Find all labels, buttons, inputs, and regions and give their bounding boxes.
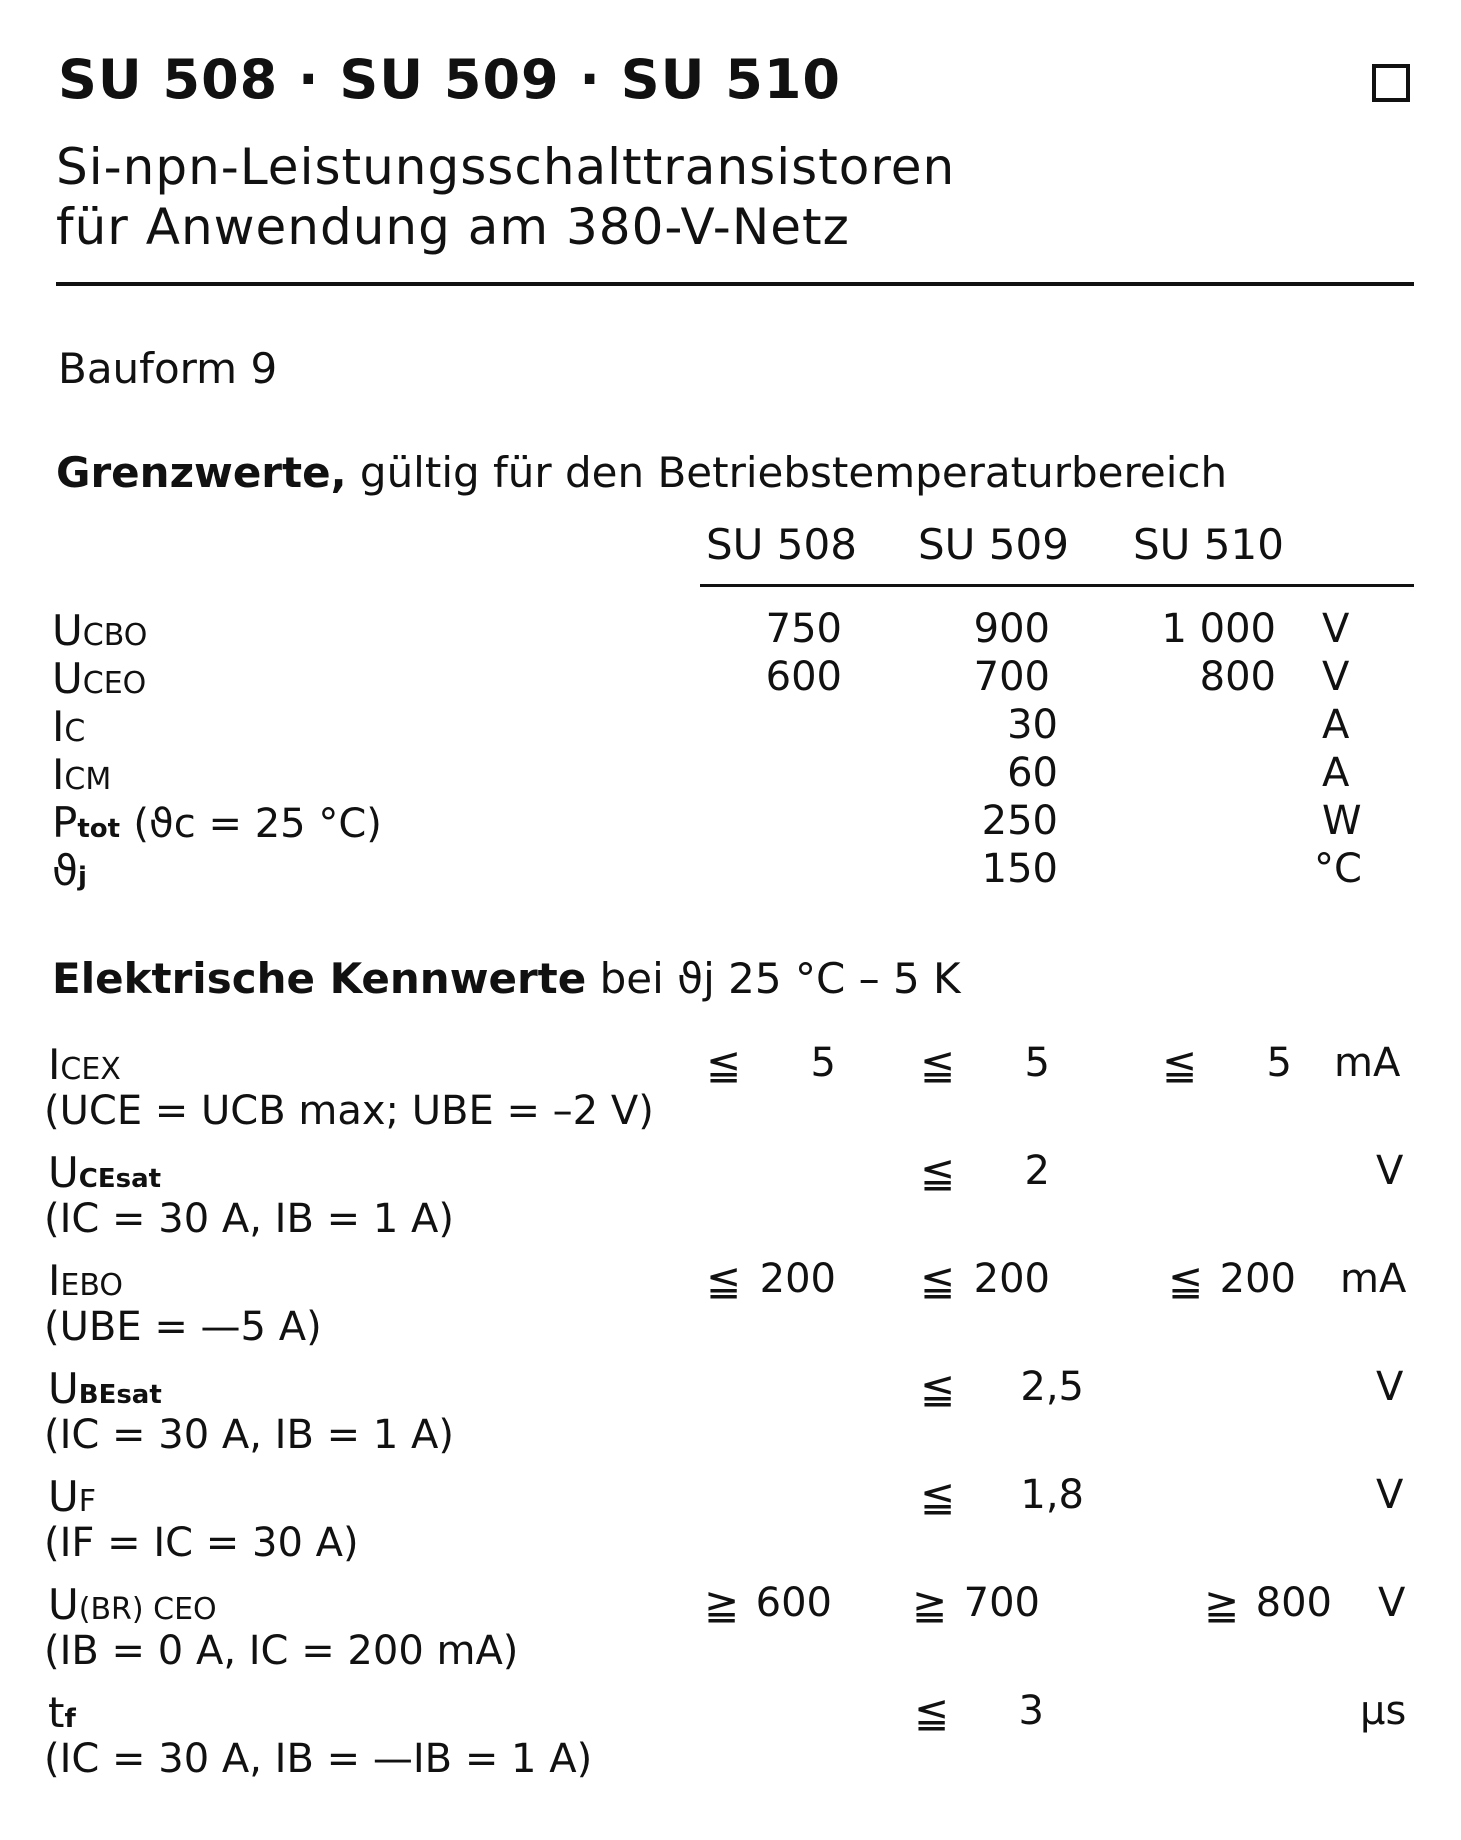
electrical-heading-bold: Elektrische Kennwerte <box>52 954 587 1003</box>
electrical-heading-rest: bei ϑj 25 °C – 5 K <box>599 954 961 1003</box>
param-symbol-main: U <box>48 1364 79 1413</box>
param-symbol-sub: F <box>78 1484 97 1519</box>
column-header-rule <box>700 584 1414 587</box>
limit-value-su510: 800 <box>1199 654 1276 700</box>
limit-symbol-main: P <box>52 798 78 847</box>
param-value-su509: 3 <box>1018 1688 1044 1734</box>
param-unit: μs <box>1360 1688 1407 1734</box>
param-value-su509: 700 <box>963 1580 1040 1626</box>
param-unit: V <box>1376 1472 1404 1518</box>
limit-condition: (ϑc = 25 °C) <box>133 801 382 847</box>
param-symbol-ubesat <box>48 1364 162 1413</box>
param-value-su510: 800 <box>1255 1580 1332 1626</box>
param-value-su509: 5 <box>1024 1040 1050 1086</box>
limit-symbol-main: I <box>52 702 65 751</box>
limits-heading <box>56 448 1227 497</box>
param-value-su510: 5 <box>1266 1040 1292 1086</box>
relation-su508: ≦ <box>706 1256 742 1305</box>
relation-su509: ≧ <box>912 1580 948 1629</box>
relation-su509: ≦ <box>914 1688 950 1737</box>
param-value-su509: 2,5 <box>1020 1364 1084 1410</box>
limit-symbol-sub: CM <box>64 762 112 797</box>
package-label: Bauform 9 <box>58 344 278 393</box>
param-value-su509: 1,8 <box>1020 1472 1084 1518</box>
param-value-su510: 200 <box>1219 1256 1296 1302</box>
param-value-su508: 600 <box>755 1580 832 1626</box>
param-symbol-main: U <box>48 1148 79 1197</box>
header-rule <box>56 282 1414 286</box>
param-symbol-sub: BEsat <box>78 1380 162 1410</box>
param-symbol-main: U <box>48 1472 79 1521</box>
checkbox-icon[interactable] <box>1372 64 1410 102</box>
param-symbol-ubr-ceo <box>48 1580 217 1629</box>
limit-symbol-ic <box>52 702 85 751</box>
param-unit: V <box>1378 1580 1406 1626</box>
column-header-su510: SU 510 <box>1133 520 1284 569</box>
limit-symbol-main: I <box>52 750 65 799</box>
relation-su509: ≦ <box>920 1472 956 1521</box>
param-value-su509: 200 <box>973 1256 1050 1302</box>
relation-su508: ≧ <box>704 1580 740 1629</box>
subtitle-line-2: für Anwendung am 380-V-Netz <box>56 198 850 256</box>
param-condition: (UCE = UCB max; UBE = –2 V) <box>44 1088 654 1134</box>
column-header-su509: SU 509 <box>918 520 1069 569</box>
relation-su509: ≦ <box>920 1256 956 1305</box>
param-symbol-iebo <box>48 1256 123 1305</box>
limits-heading-rest: gültig für den Betriebstemperaturbereich <box>359 448 1228 497</box>
limit-symbol-uceo <box>52 654 146 703</box>
limit-unit: W <box>1322 798 1362 844</box>
param-unit: V <box>1376 1148 1404 1194</box>
param-symbol-sub: (BR) CEO <box>78 1592 217 1627</box>
limit-symbol-theta-j <box>52 846 87 895</box>
param-unit: mA <box>1340 1256 1407 1302</box>
limit-symbol-icm <box>52 750 111 799</box>
limit-value-su509: 700 <box>973 654 1050 700</box>
param-value-su508: 200 <box>759 1256 836 1302</box>
limit-value-su509: 150 <box>981 846 1058 892</box>
relation-su509: ≦ <box>920 1364 956 1413</box>
param-symbol-sub: f <box>64 1704 76 1734</box>
param-symbol-main: t <box>48 1688 65 1737</box>
relation-su510: ≦ <box>1162 1040 1198 1089</box>
limit-unit: °C <box>1314 846 1362 892</box>
param-symbol-sub: CEsat <box>78 1164 162 1194</box>
param-symbol-icex <box>48 1040 121 1089</box>
limit-value-su508: 600 <box>765 654 842 700</box>
subtitle-line-1: Si-npn-Leistungsschalttransistoren <box>56 138 956 196</box>
param-symbol-uf <box>48 1472 96 1521</box>
param-symbol-main: U <box>48 1580 79 1629</box>
limit-symbol-main: U <box>52 654 83 703</box>
param-unit: mA <box>1334 1040 1401 1086</box>
param-symbol-main: I <box>48 1256 61 1305</box>
relation-su509: ≦ <box>920 1148 956 1197</box>
relation-su509: ≦ <box>920 1040 956 1089</box>
param-symbol-sub: CEX <box>60 1052 121 1087</box>
relation-su510: ≦ <box>1168 1256 1204 1305</box>
limit-symbol-sub: C <box>64 714 86 749</box>
param-symbol-sub: EBO <box>60 1268 124 1303</box>
limit-value-su509: 30 <box>1007 702 1058 748</box>
limit-value-su509: 900 <box>973 606 1050 652</box>
limits-heading-bold: Grenzwerte, <box>56 448 347 497</box>
param-symbol-ucesat <box>48 1148 161 1197</box>
limit-value-su509: 250 <box>981 798 1058 844</box>
limit-symbol-sub: j <box>78 862 87 892</box>
limit-unit: A <box>1322 750 1350 796</box>
param-symbol-main: I <box>48 1040 61 1089</box>
electrical-heading <box>52 954 961 1003</box>
param-symbol-tf <box>48 1688 76 1737</box>
param-condition: (IC = 30 A, IB = 1 A) <box>44 1196 454 1242</box>
param-condition: (IF = IC = 30 A) <box>44 1520 359 1566</box>
param-unit: V <box>1376 1364 1404 1410</box>
limit-symbol-sub: tot <box>77 814 121 844</box>
column-header-su508: SU 508 <box>706 520 857 569</box>
limit-unit: V <box>1322 606 1350 652</box>
limit-symbol-sub: CBO <box>82 618 148 653</box>
page-title: SU 508 · SU 509 · SU 510 <box>58 48 842 111</box>
param-condition: (IC = 30 A, IB = 1 A) <box>44 1412 454 1458</box>
relation-su508: ≦ <box>706 1040 742 1089</box>
limit-symbol-ptot <box>52 798 382 847</box>
param-condition: (IC = 30 A, IB = —IB = 1 A) <box>44 1736 593 1782</box>
param-condition: (IB = 0 A, IC = 200 mA) <box>44 1628 519 1674</box>
param-condition: (UBE = —5 A) <box>44 1304 322 1350</box>
relation-su510: ≧ <box>1204 1580 1240 1629</box>
param-value-su508: 5 <box>810 1040 836 1086</box>
limit-symbol-main: U <box>52 606 83 655</box>
limit-value-su509: 60 <box>1007 750 1058 796</box>
param-value-su509: 2 <box>1024 1148 1050 1194</box>
limit-symbol-main: ϑ <box>52 846 79 895</box>
limit-symbol-sub: CEO <box>82 666 147 701</box>
limit-unit: V <box>1322 654 1350 700</box>
limit-symbol-ucbo <box>52 606 147 655</box>
limit-value-su508: 750 <box>765 606 842 652</box>
limit-unit: A <box>1322 702 1350 748</box>
limit-value-su510: 1 000 <box>1161 606 1276 652</box>
